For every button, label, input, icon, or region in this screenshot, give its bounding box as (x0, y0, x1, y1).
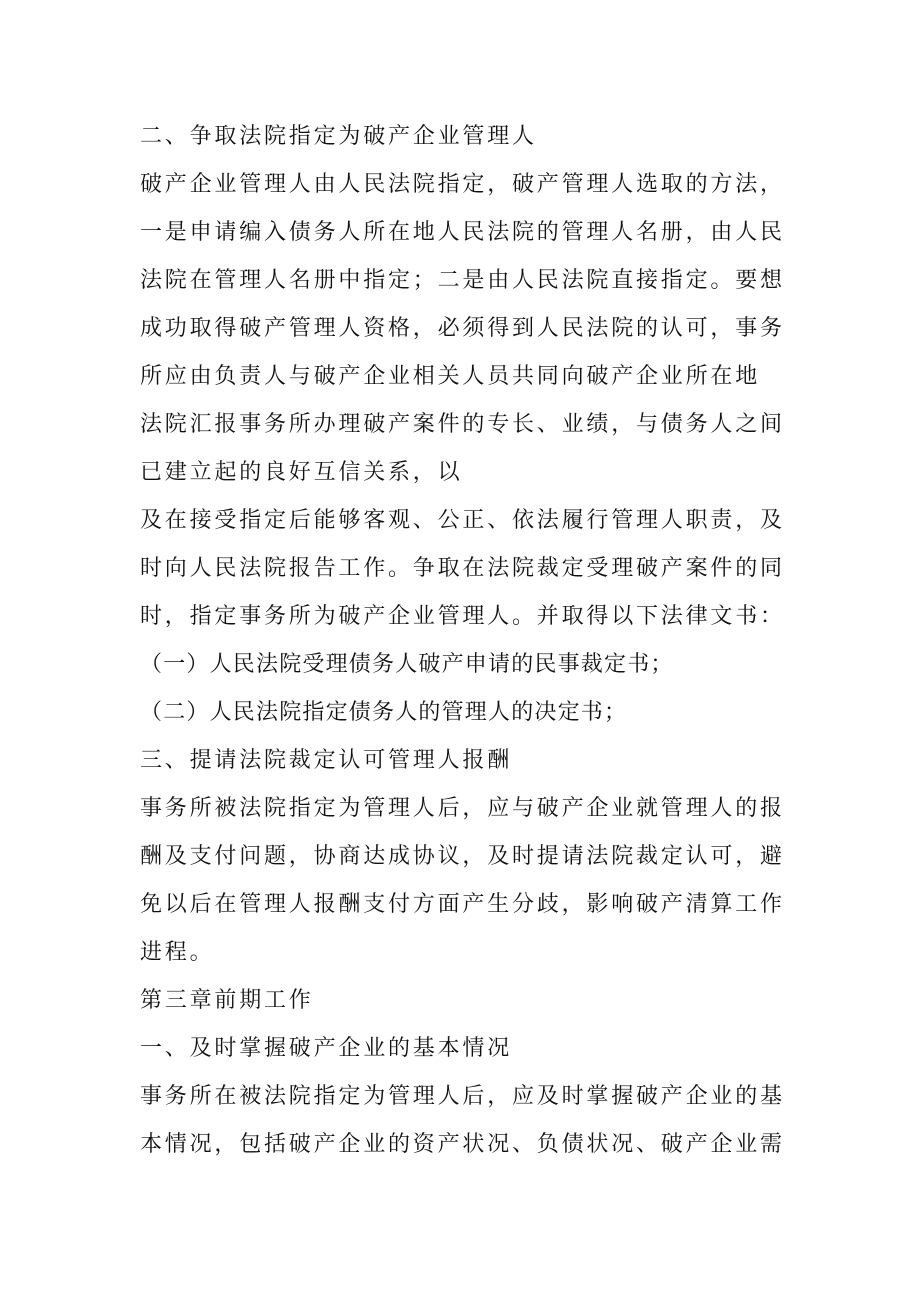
paragraph-line: 及在接受指定后能够客观、公正、依法履行管理人职责，及 (140, 508, 785, 533)
document-body (140, 113, 790, 1169)
section-heading-3: 三、提请法院裁定认可管理人报酬 (140, 748, 513, 773)
paragraph-line: 法院在管理人名册中指定；二是由人民法院直接指定。要想 (140, 268, 785, 293)
paragraph-line: 所应由负责人与破产企业相关人员共同向破产企业所在地 (140, 364, 761, 389)
paragraph-line: 成功取得破产管理人资格，必须得到人民法院的认可，事务 (140, 316, 785, 341)
paragraph-line: 法院汇报事务所办理破产案件的专长、业绩，与债务人之间 (140, 412, 785, 437)
section-heading-2: 二、争取法院指定为破产企业管理人 (140, 124, 537, 149)
paragraph-line: 进程。 (140, 940, 215, 965)
paragraph-line: 一是申请编入债务人所在地人民法院的管理人名册，由人民 (140, 220, 785, 245)
paragraph-line: 时向人民法院报告工作。争取在法院裁定受理破产案件的同 (140, 556, 785, 581)
paragraph-line: 已建立起的良好互信关系，以 (140, 460, 463, 485)
paragraph-line: 事务所在被法院指定为管理人后，应及时掌握破产企业的基 (140, 1084, 785, 1109)
chapter-heading: 第三章前期工作 (140, 988, 314, 1013)
paragraph-line: 免以后在管理人报酬支付方面产生分歧，影响破产清算工作 (140, 892, 785, 917)
paragraph-line: 事务所被法院指定为管理人后，应与破产企业就管理人的报 (140, 796, 785, 821)
section-heading-1: 一、及时掌握破产企业的基本情况 (140, 1036, 513, 1061)
list-item-2: （二）人民法院指定债务人的管理人的决定书； (140, 700, 628, 725)
list-item-1: （一）人民法院受理债务人破产申请的民事裁定书； (140, 652, 674, 677)
paragraph-line: 酬及支付问题，协商达成协议，及时提请法院裁定认可，避 (140, 844, 785, 869)
paragraph-line: 破产企业管理人由人民法院指定，破产管理人选取的方法， (140, 172, 785, 197)
paragraph-line: 时，指定事务所为破产企业管理人。并取得以下法律文书： (140, 604, 785, 629)
paragraph-line: 本情况，包括破产企业的资产状况、负债状况、破产企业需 (140, 1132, 785, 1157)
